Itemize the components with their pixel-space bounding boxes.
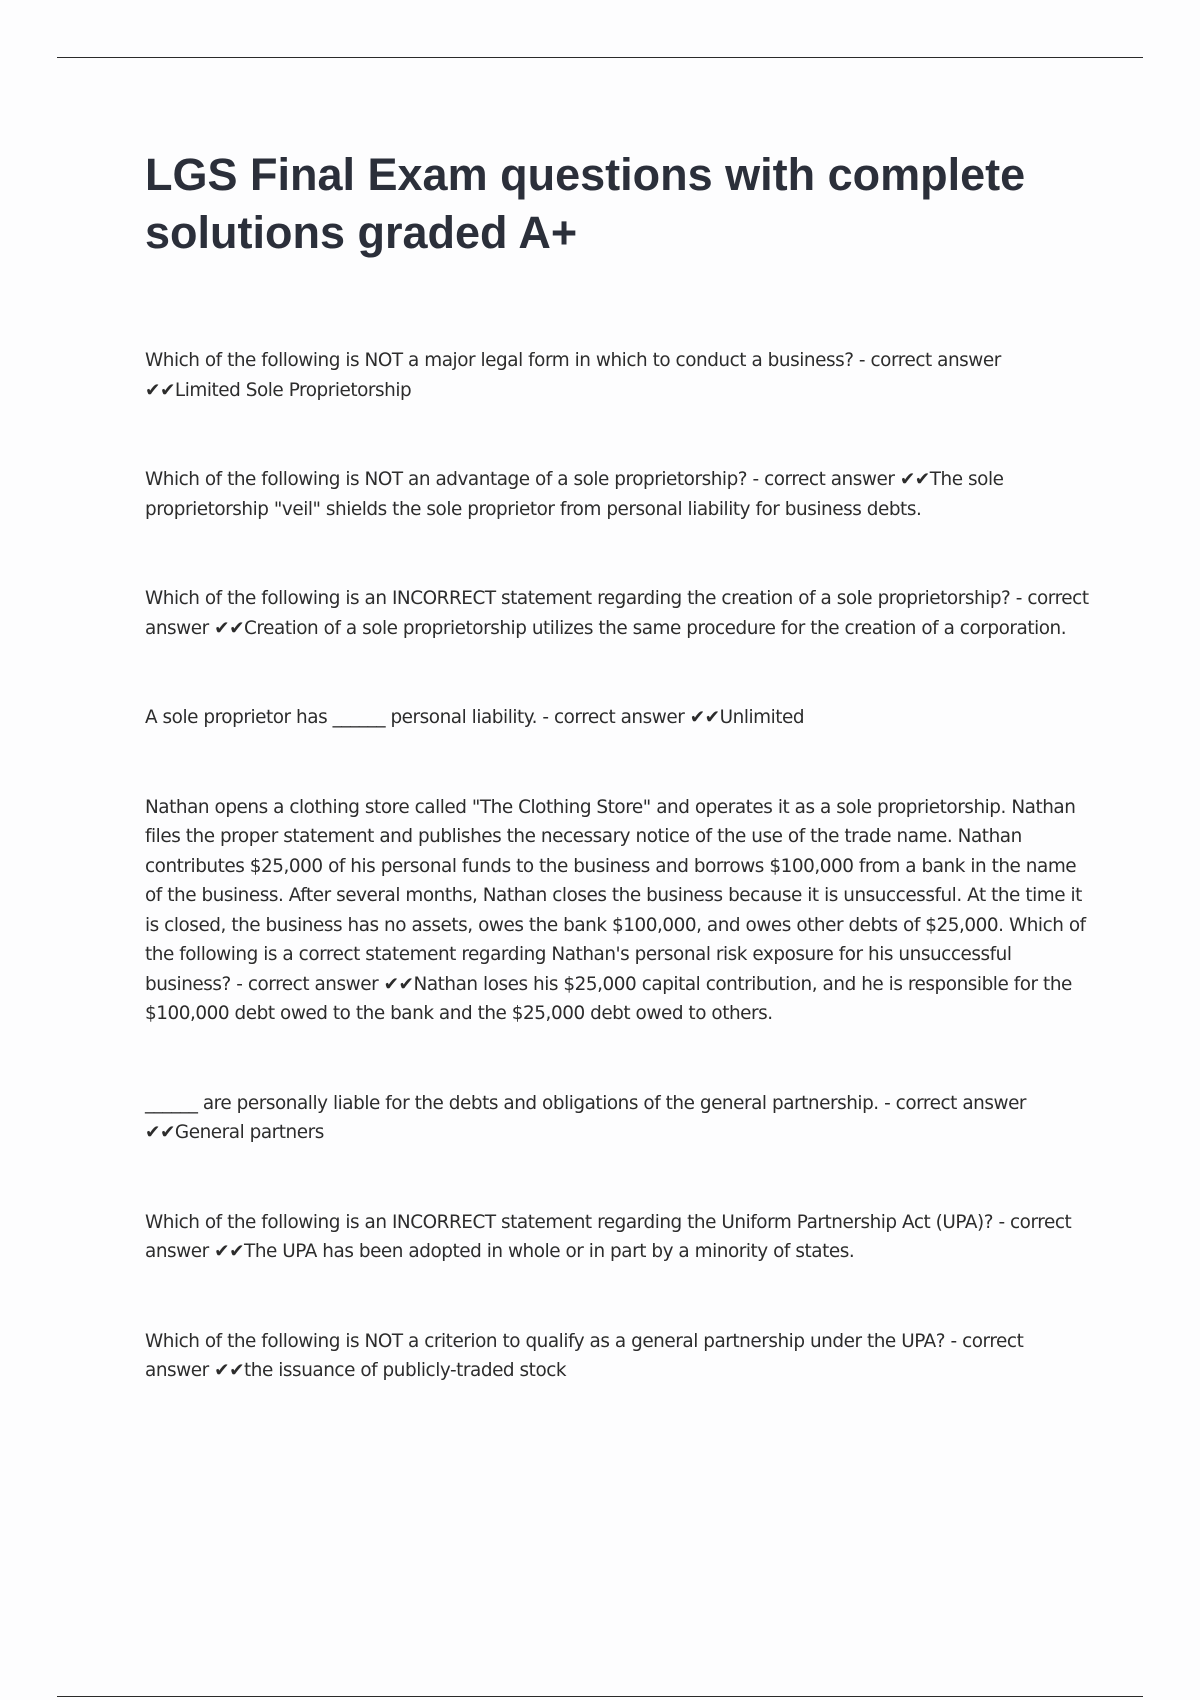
qa-item: A sole proprietor has ______ personal liability. - correct answer ✔✔Unlimited [145,707,805,728]
qa-item: Which of the following is NOT a major legal form in which to conduct a business? - correct answer ✔✔Limited Sole Proprietorship [145,350,1001,401]
bottom-rule [57,1696,1143,1697]
qa-item: Which of the following is an INCORRECT statement regarding the Uniform Partnership Act (UPA)? - correct answer ✔✔The UPA has been adopted in whole or in part by a minority of states. [145,1211,1072,1262]
qa-item: Nathan opens a clothing store called "The Clothing Store" and operates it as a sole proprietorship. Nathan files the proper statement and publishes the necessary notice of the use of the trade name. Nathan contributes $25,000 of his personal funds to the business and borrows $100,000 from a bank in the name of the business. After several months, Nathan closes the business because it is unsuccessful. At the time it is closed, the business has no assets, owes the bank $100,000, and owes other debts of $25,000. Which of the following is a correct statement regarding Nathan's personal risk exposure for his unsuccessful business? - correct answer ✔✔Nathan loses his $25,000 capital contribution, and he is responsible for the $100,000 debt owed to the bank and the $25,000 debt owed to others. [145,796,1086,1024]
qa-item: Which of the following is NOT a criterion to qualify as a general partnership under the UPA? - correct answer ✔✔the issuance of publicly-traded stock [145,1330,1024,1381]
qa-item: Which of the following is an INCORRECT statement regarding the creation of a sole proprietorship? - correct answer ✔✔Creation of a sole proprietorship utilizes the same procedure for the creation of a corporation. [145,588,1089,639]
top-rule [57,57,1143,58]
qa-list [145,346,1090,1386]
document-title: LGS Final Exam questions with complete solutions graded A+ [145,149,1026,258]
qa-item: Which of the following is NOT an advantage of a sole proprietorship? - correct answer ✔✔The sole proprietorship "veil" shields the sole proprietor from personal liability for business debts. [145,469,1004,520]
qa-item: ______ are personally liable for the debts and obligations of the general partnership. - correct answer ✔✔General partners [145,1092,1027,1143]
